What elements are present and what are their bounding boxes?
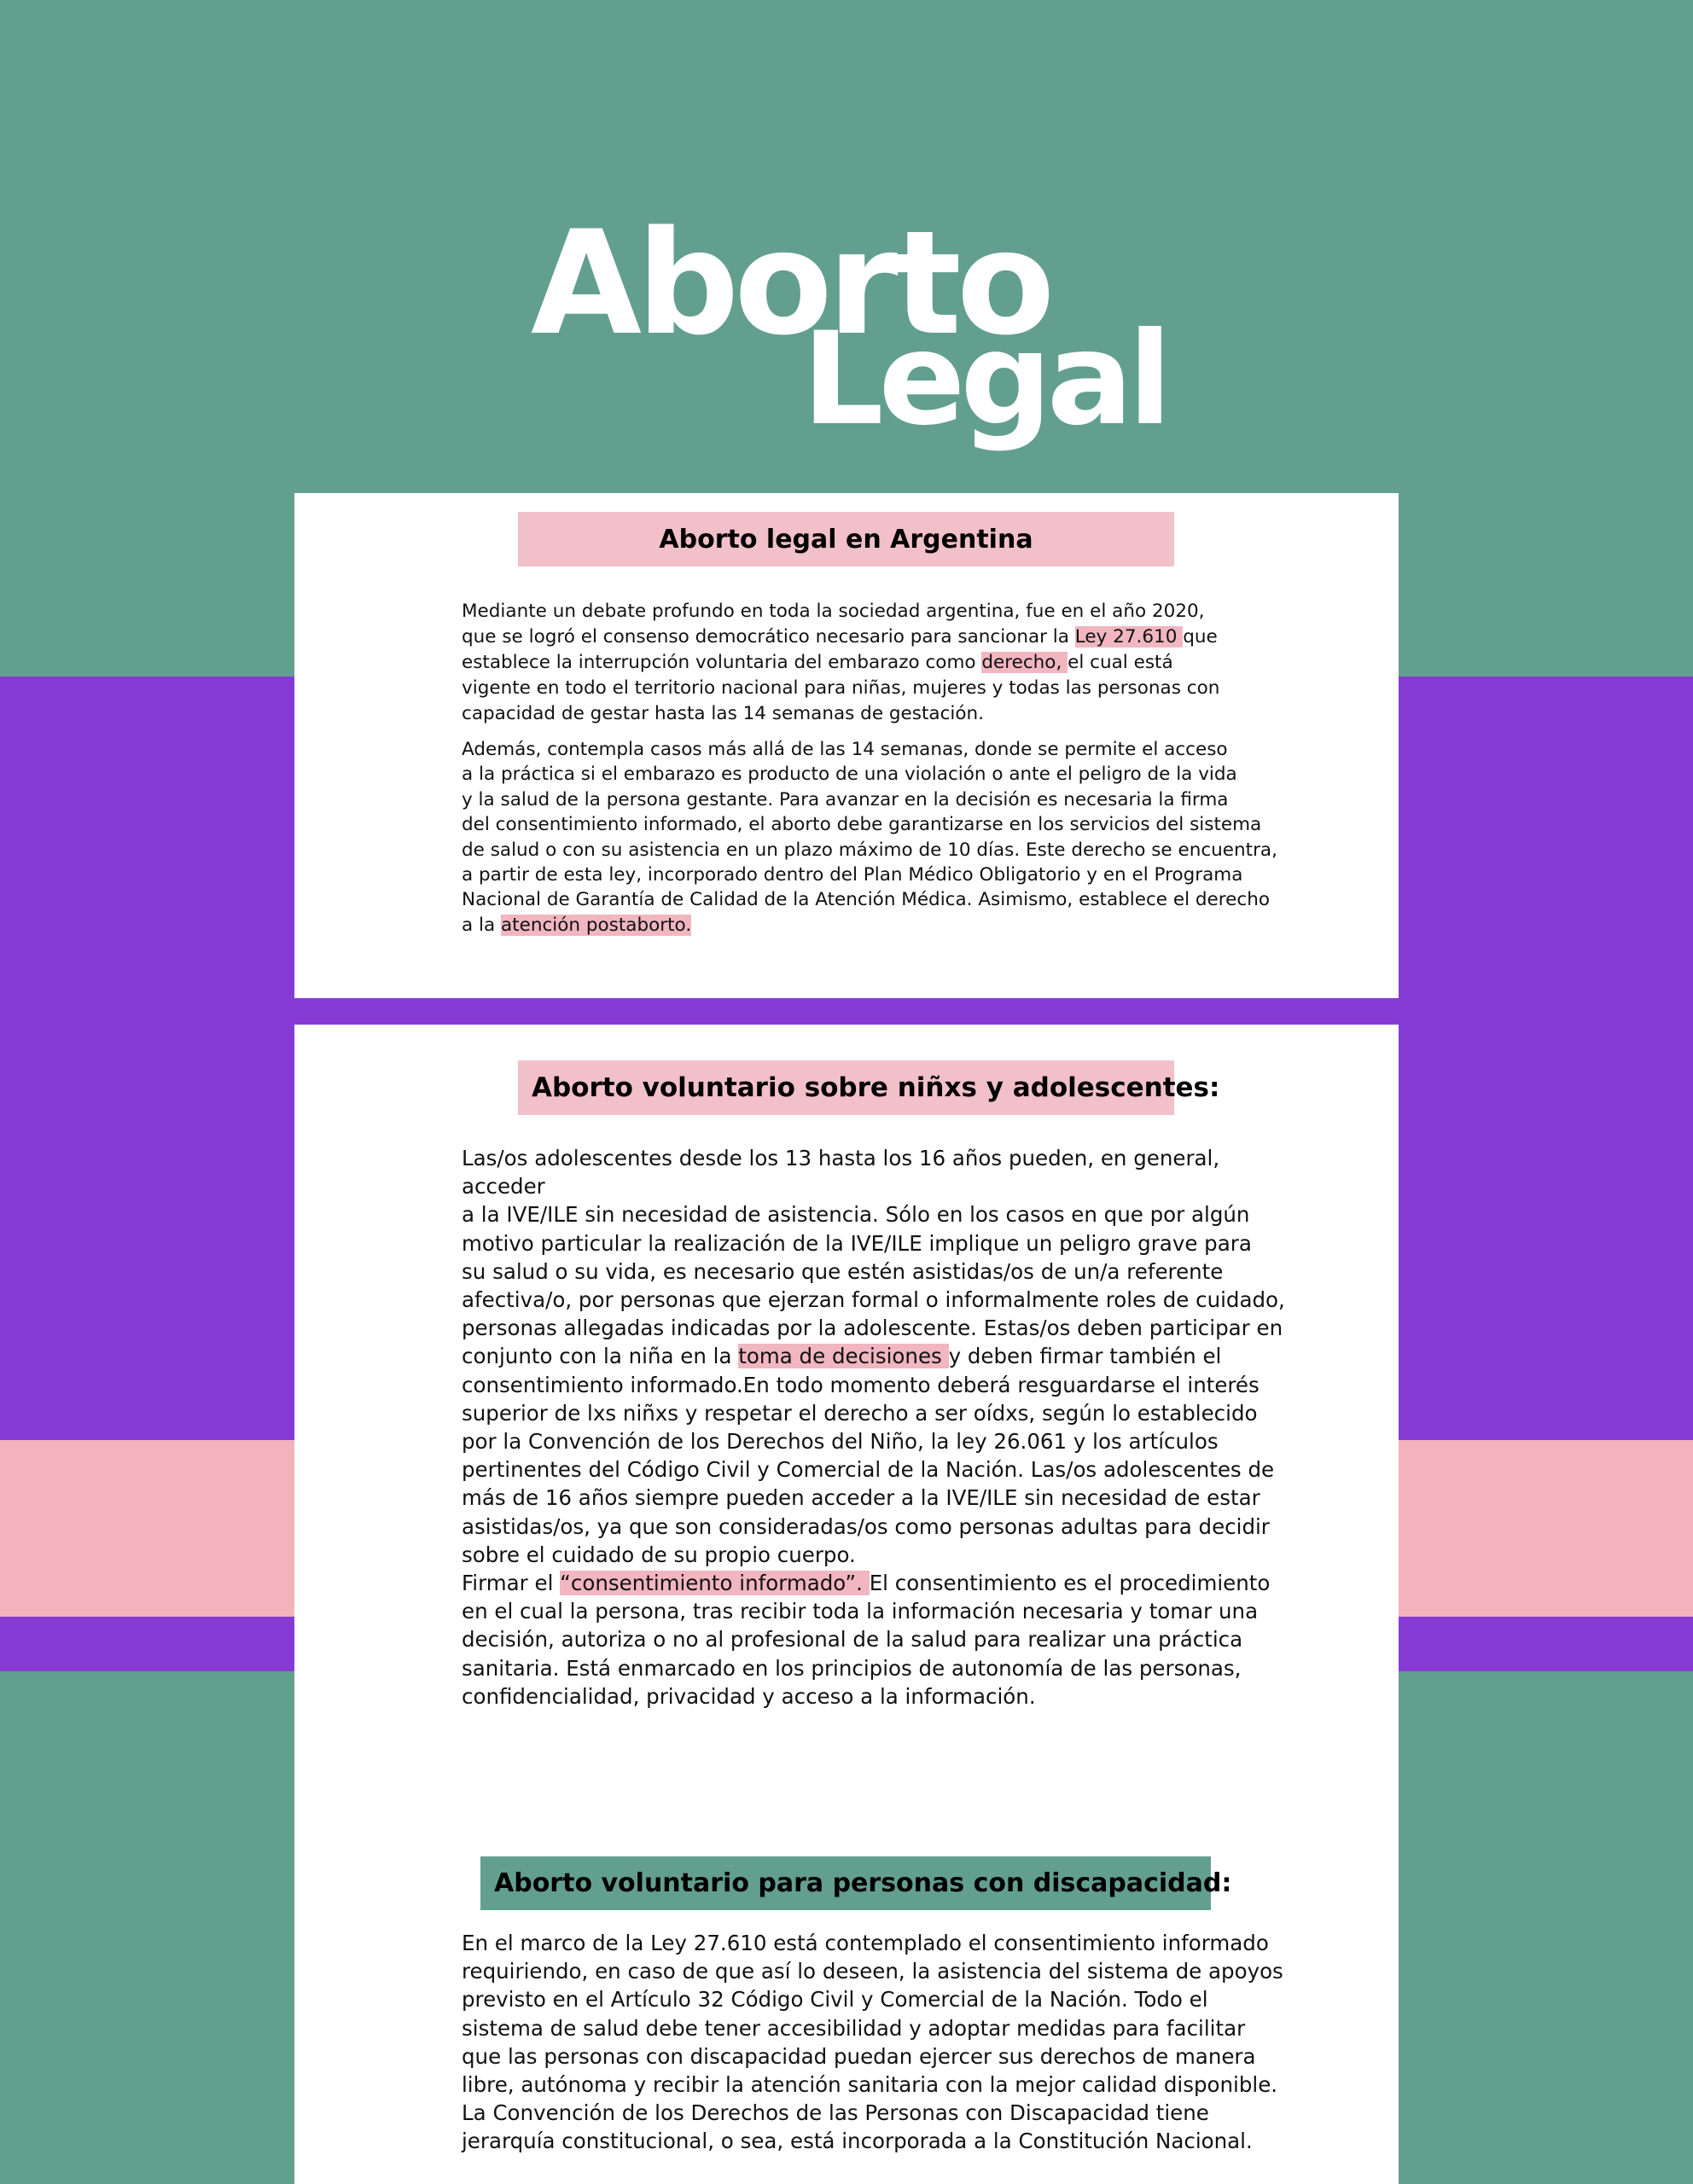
highlight-derecho: derecho,: [981, 652, 1068, 673]
section-heading-ninxs-adolescentes: Aborto voluntario sobre niñxs y adolescentes:: [518, 1060, 1174, 1115]
paragraph-ley-27610: [462, 599, 1281, 727]
highlight-toma-de-decisiones: toma de decisiones: [738, 1344, 949, 1369]
paragraph-text: Mediante un debate profundo en toda la sociedad argentina, fue en el año 2020, que se logró el consenso democrático necesario para sancionar la: [462, 601, 1205, 648]
page-title-line-2: Legal: [802, 305, 1167, 454]
paragraph-text: el cual está vigente en todo el territorio nacional para niñas, mujeres y todas las personas con capacidad de gestar hasta las 14 semanas de gestación.: [462, 652, 1220, 724]
paragraph-discapacidad: En el marco de la Ley 27.610 está contemplado el consentimiento informado requiriendo, en caso de que así lo deseen, la asistencia del sistema de apoyos previsto en el Artículo 32 Código Civil y Comercial de la Nación. Todo el sistema de salud debe tener accesibilidad y adoptar medidas para facilitar que las personas con discapacidad puedan ejercer sus derechos de manera libre, autónoma y recibir la atención sanitaria con la mejor calidad disponible. La Convención de los Derechos de las Personas con Discapacidad tiene jerarquía constitucional, o sea, está incorporada a la Constitución Nacional.: [462, 1931, 1283, 2154]
section-heading-legal-argentina: Aborto legal en Argentina: [518, 512, 1174, 566]
highlight-ley-27610: Ley 27.610: [1074, 626, 1184, 648]
paragraph-text: El consentimiento es el procedimiento en el cual la persona, tras recibir toda la información necesaria y tomar una decisión, autoriza o no al profesional de la salud para realizar una práctica sanitaria. Está enmarcado en los principios de autonomía de las personas, confidencialidad, privacidad y acceso a la información.: [462, 1571, 1271, 1709]
highlight-consentimiento-informado: “consentimiento informado”.: [560, 1571, 870, 1595]
section-card-ninxs-adolescentes: [294, 1025, 1399, 2184]
section-heading-discapacidad: Aborto voluntario para personas con discapacidad:: [480, 1856, 1211, 1910]
section-card-legal-argentina: [294, 493, 1399, 998]
paragraph-text: y deben firmar también el consentimiento informado.En todo momento deberá resguardarse el interés superior de lxs niñxs y respetar el derecho a ser oídxs, según lo establecido por la Convención de los Derechos del Niño, la ley 26.061 y los artículos pertinentes del Código Civil y Comercial de la Nación. Las/os adolescentes de más de 16 años siempre pueden acceder a la IVE/ILE sin necesidad de estar asistidas/os, ya que son consideradas/os como personas adultas para decidir sobre el cuidado de su propio cuerpo.: [462, 1344, 1275, 1567]
paragraph-text: Firmar el: [462, 1571, 561, 1595]
paragraph-text: Las/os adolescentes desde los 13 hasta los 16 años pueden, en general, acceder a la IVE/ILE sin necesidad de asistencia. Sólo en los casos en que por algún motivo particular la realización de la IVE/ILE implique un peligro grave para su salud o su vida, es necesario que estén asistidas/os de un/a referente afectiva/o, por personas que ejerzan formal o informalmente roles de cuidado, personas allegadas indicadas por la adolescente. Estas/os deben participar en conjunto con la niña en la: [462, 1146, 1285, 1369]
paragraph-adolescentes: [462, 1144, 1298, 1569]
page-title-line-1: Aborto: [531, 200, 1050, 367]
paragraph-consentimiento: [462, 1569, 1298, 1711]
paragraph-text: Además, contempla casos más allá de las 14 semanas, donde se permite el acceso a la práctica si el embarazo es producto de una violación o ante el peligro de la vida y la salud de la persona gestante. Para avanzar en la decisión es necesaria la firma del consentimiento informado, el aborto debe garantizarse en los servicios del sistema de salud o con su asistencia en un plazo máximo de 10 días. Este derecho se encuentra, a partir de esta ley, incorporado dentro del Plan Médico Obligatorio y en el Programa Nacional de Garantía de Calidad de la Atención Médica. Asimismo, establece el derecho a la: [462, 739, 1277, 936]
paragraph-text: que establece la interrupción voluntaria del embarazo como: [462, 626, 1218, 673]
highlight-atencion-postaborto: atención postaborto.: [501, 914, 692, 936]
paragraph-casos-14-semanas: [462, 737, 1281, 938]
